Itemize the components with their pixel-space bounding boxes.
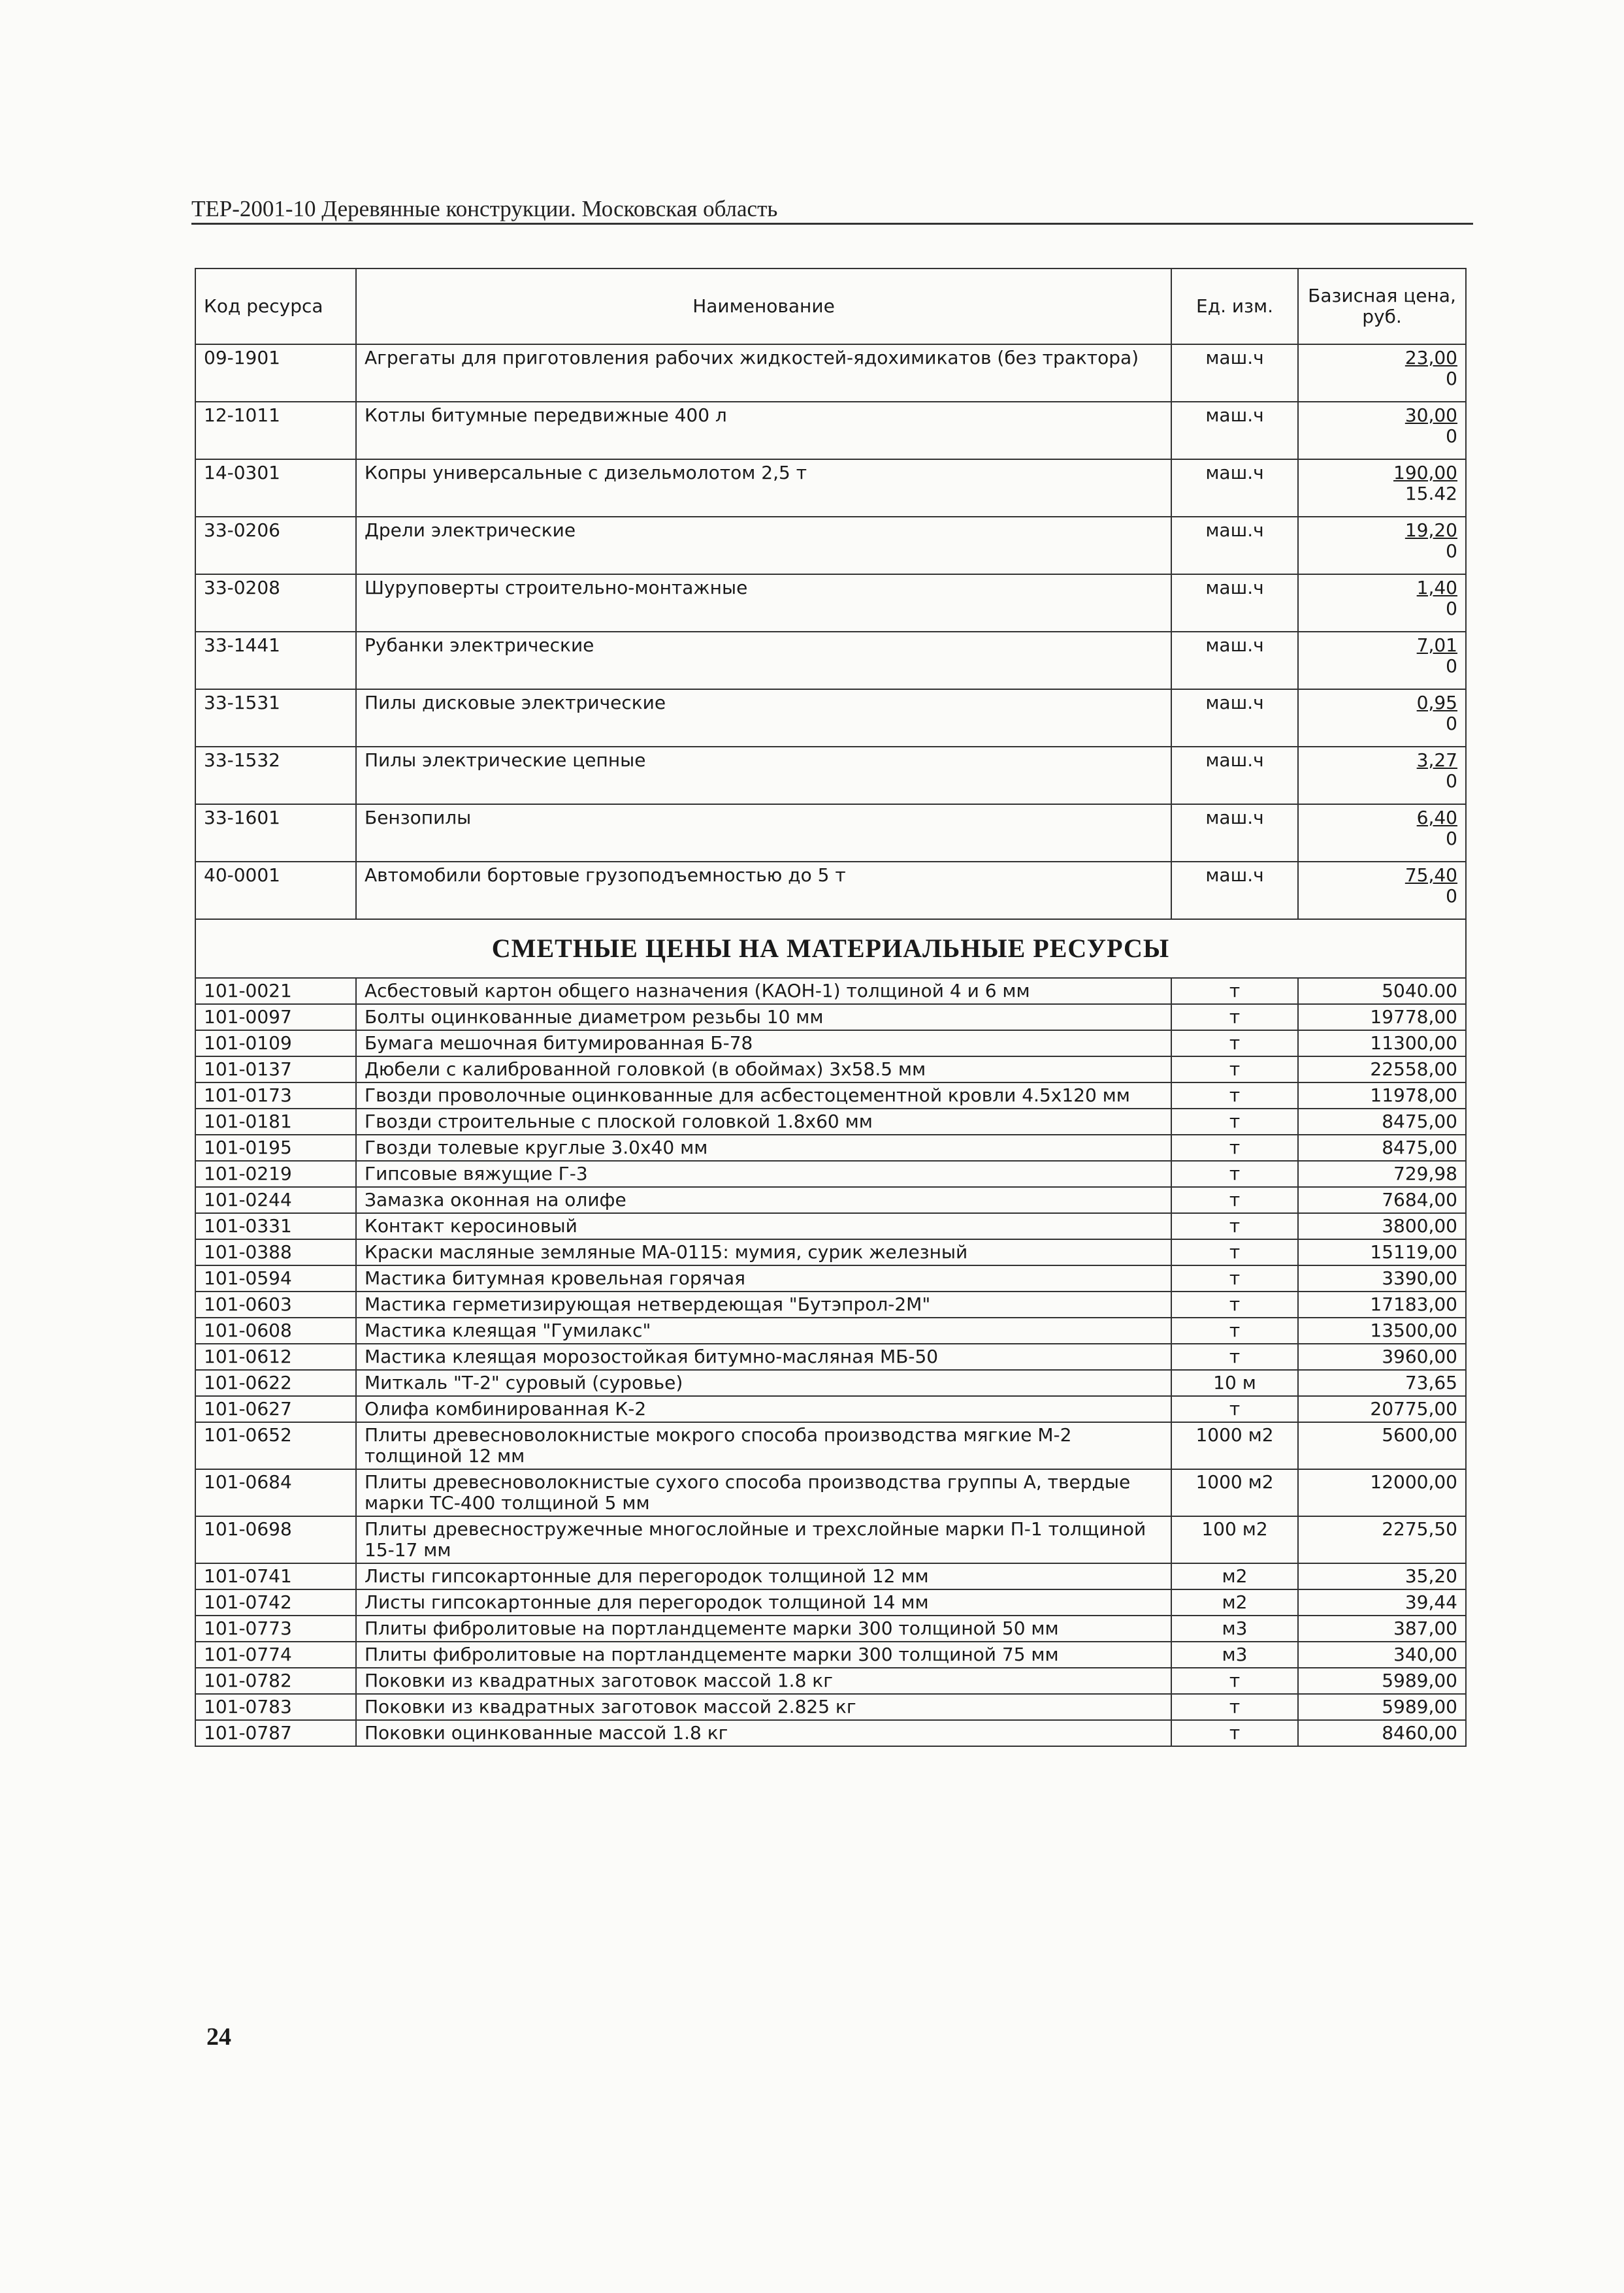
resource-code: 33-1532 [195, 747, 356, 804]
resource-price: 12000,00 [1298, 1469, 1466, 1516]
resource-name: Плиты фибролитовые на портландцементе марки 300 толщиной 75 мм [356, 1642, 1171, 1668]
resource-code: 101-0622 [195, 1370, 356, 1396]
resource-price: 7684,00 [1298, 1187, 1466, 1213]
resource-code: 101-0109 [195, 1030, 356, 1056]
resource-name: Листы гипсокартонные для перегородок толщиной 14 мм [356, 1589, 1171, 1616]
table-header-row [195, 268, 1466, 344]
table-row [195, 1135, 1466, 1161]
header-rule [191, 223, 1473, 225]
table-row [195, 689, 1466, 747]
resource-name: Краски масляные земляные МА-0115: мумия, сурик железный [356, 1239, 1171, 1265]
resource-name: Поковки оцинкованные массой 1.8 кг [356, 1720, 1171, 1746]
resource-price: 340,00 [1298, 1642, 1466, 1668]
table-row [195, 1213, 1466, 1239]
resource-unit: 1000 м2 [1171, 1469, 1298, 1516]
resource-name: Агрегаты для приготовления рабочих жидкостей-ядохимикатов (без трактора) [356, 344, 1171, 402]
resource-price: 35,20 [1298, 1563, 1466, 1589]
resource-code: 101-0787 [195, 1720, 356, 1746]
resource-code: 101-0021 [195, 978, 356, 1004]
resource-unit: т [1171, 1720, 1298, 1746]
resource-price: 11978,00 [1298, 1082, 1466, 1109]
resource-unit: 10 м [1171, 1370, 1298, 1396]
resource-unit: маш.ч [1171, 574, 1298, 632]
table-row [195, 1004, 1466, 1030]
page-header: ТЕР-2001-10 Деревянные конструкции. Московская область [191, 196, 778, 221]
resource-name: Шуруповерты строительно-монтажные [356, 574, 1171, 632]
resource-code: 101-0698 [195, 1516, 356, 1563]
resource-price-cell [1298, 402, 1466, 459]
resource-unit: т [1171, 1030, 1298, 1056]
resource-code: 101-0219 [195, 1161, 356, 1187]
resource-unit: т [1171, 1318, 1298, 1344]
material-rows [195, 978, 1466, 1746]
resource-price-cell [1298, 517, 1466, 574]
resource-unit: м2 [1171, 1589, 1298, 1616]
resource-name: Поковки из квадратных заготовок массой 2.825 кг [356, 1694, 1171, 1720]
section-header-row [195, 919, 1466, 978]
price-table [195, 268, 1467, 1747]
resource-code: 33-0206 [195, 517, 356, 574]
resource-price-cell [1298, 574, 1466, 632]
resource-name: Бумага мешочная битумированная Б-78 [356, 1030, 1171, 1056]
resource-price: 190,00 [1393, 462, 1457, 483]
resource-code: 101-0195 [195, 1135, 356, 1161]
table-row [195, 1292, 1466, 1318]
resource-name: Поковки из квадратных заготовок массой 1.8 кг [356, 1668, 1171, 1694]
resource-code: 09-1901 [195, 344, 356, 402]
resource-unit: т [1171, 978, 1298, 1004]
table-row [195, 978, 1466, 1004]
resource-code: 101-0594 [195, 1265, 356, 1292]
resource-unit: маш.ч [1171, 862, 1298, 919]
resource-price: 22558,00 [1298, 1056, 1466, 1082]
column-header-unit: Ед. изм. [1171, 268, 1298, 344]
resource-code: 33-1601 [195, 804, 356, 862]
resource-price: 15119,00 [1298, 1239, 1466, 1265]
resource-price-secondary: 0 [1446, 828, 1457, 849]
resource-price-secondary: 0 [1446, 425, 1457, 447]
resource-code: 101-0388 [195, 1239, 356, 1265]
resource-price: 13500,00 [1298, 1318, 1466, 1344]
resource-code: 33-1441 [195, 632, 356, 689]
column-header-name: Наименование [356, 268, 1171, 344]
resource-price: 39,44 [1298, 1589, 1466, 1616]
resource-name: Мастика битумная кровельная горячая [356, 1265, 1171, 1292]
resource-name: Асбестовый картон общего назначения (КАОН-1) толщиной 4 и 6 мм [356, 978, 1171, 1004]
resource-price: 20775,00 [1298, 1396, 1466, 1422]
resource-name: Пилы электрические цепные [356, 747, 1171, 804]
table-row [195, 1109, 1466, 1135]
resource-unit: 100 м2 [1171, 1516, 1298, 1563]
resource-code: 101-0684 [195, 1469, 356, 1516]
resource-name: Дрели электрические [356, 517, 1171, 574]
resource-code: 12-1011 [195, 402, 356, 459]
resource-code: 33-1531 [195, 689, 356, 747]
resource-price-secondary: 0 [1446, 713, 1457, 734]
resource-price-cell [1298, 804, 1466, 862]
column-header-price: Базисная цена, руб. [1298, 268, 1466, 344]
resource-unit: 1000 м2 [1171, 1422, 1298, 1469]
resource-unit: т [1171, 1668, 1298, 1694]
resource-price: 5989,00 [1298, 1694, 1466, 1720]
table-row [195, 459, 1466, 517]
resource-code: 101-0097 [195, 1004, 356, 1030]
resource-price-cell [1298, 747, 1466, 804]
resource-name: Гвозди толевые круглые 3.0x40 мм [356, 1135, 1171, 1161]
table-row [195, 1469, 1466, 1516]
resource-price-cell [1298, 459, 1466, 517]
table-row [195, 1563, 1466, 1589]
resource-unit: маш.ч [1171, 459, 1298, 517]
resource-name: Копры универсальные с дизельмолотом 2,5 т [356, 459, 1171, 517]
resource-unit: т [1171, 1265, 1298, 1292]
resource-price: 3390,00 [1298, 1265, 1466, 1292]
resource-name: Гвозди строительные с плоской головкой 1.8x60 мм [356, 1109, 1171, 1135]
table-row [195, 1056, 1466, 1082]
resource-unit: т [1171, 1187, 1298, 1213]
resource-name: Мастика клеящая "Гумилакс" [356, 1318, 1171, 1344]
resource-price: 75,40 [1405, 864, 1457, 886]
table-row [195, 1030, 1466, 1056]
resource-code: 101-0627 [195, 1396, 356, 1422]
resource-price: 387,00 [1298, 1616, 1466, 1642]
resource-price-secondary: 0 [1446, 598, 1457, 619]
table-row [195, 402, 1466, 459]
resource-name: Олифа комбинированная К-2 [356, 1396, 1171, 1422]
table-row [195, 1239, 1466, 1265]
table-row [195, 804, 1466, 862]
resource-price: 5600,00 [1298, 1422, 1466, 1469]
resource-price-cell [1298, 344, 1466, 402]
resource-code: 101-0742 [195, 1589, 356, 1616]
resource-price: 17183,00 [1298, 1292, 1466, 1318]
column-header-code: Код ресурса [195, 268, 356, 344]
resource-price-secondary: 0 [1446, 655, 1457, 677]
resource-unit: т [1171, 1694, 1298, 1720]
resource-price: 6,40 [1416, 807, 1457, 828]
resource-price: 23,00 [1405, 347, 1457, 368]
resource-name: Контакт керосиновый [356, 1213, 1171, 1239]
resource-unit: маш.ч [1171, 632, 1298, 689]
table-row [195, 517, 1466, 574]
resource-price: 3800,00 [1298, 1213, 1466, 1239]
resource-price: 19,20 [1405, 519, 1457, 541]
table-row [195, 574, 1466, 632]
resource-code: 101-0331 [195, 1213, 356, 1239]
machine-rows [195, 344, 1466, 919]
table-row [195, 1720, 1466, 1746]
resource-unit: т [1171, 1004, 1298, 1030]
resource-name: Пилы дисковые электрические [356, 689, 1171, 747]
resource-price: 3960,00 [1298, 1344, 1466, 1370]
resource-code: 101-0741 [195, 1563, 356, 1589]
table-row [195, 1370, 1466, 1396]
table-row [195, 1187, 1466, 1213]
resource-code: 101-0137 [195, 1056, 356, 1082]
resource-unit: т [1171, 1056, 1298, 1082]
resource-price: 7,01 [1416, 634, 1457, 656]
resource-name: Дюбели с калиброванной головкой (в обоймах) 3x58.5 мм [356, 1056, 1171, 1082]
resource-price: 729,98 [1298, 1161, 1466, 1187]
resource-price: 11300,00 [1298, 1030, 1466, 1056]
section-title: СМЕТНЫЕ ЦЕНЫ НА МАТЕРИАЛЬНЫЕ РЕСУРСЫ [195, 919, 1466, 978]
resource-price: 73,65 [1298, 1370, 1466, 1396]
resource-unit: т [1171, 1082, 1298, 1109]
resource-code: 33-0208 [195, 574, 356, 632]
resource-name: Плиты древесноволокнистые мокрого способа производства мягкие М-2 толщиной 12 мм [356, 1422, 1171, 1469]
resource-price-secondary: 0 [1446, 368, 1457, 389]
resource-name: Автомобили бортовые грузоподъемностью до 5 т [356, 862, 1171, 919]
resource-name: Листы гипсокартонные для перегородок толщиной 12 мм [356, 1563, 1171, 1589]
resource-code: 101-0782 [195, 1668, 356, 1694]
resource-code: 101-0783 [195, 1694, 356, 1720]
resource-price-cell [1298, 862, 1466, 919]
resource-unit: м3 [1171, 1616, 1298, 1642]
resource-unit: т [1171, 1213, 1298, 1239]
resource-code: 101-0181 [195, 1109, 356, 1135]
resource-price: 8460,00 [1298, 1720, 1466, 1746]
resource-name: Замазка оконная на олифе [356, 1187, 1171, 1213]
table-row [195, 1616, 1466, 1642]
resource-unit: маш.ч [1171, 804, 1298, 862]
resource-price: 2275,50 [1298, 1516, 1466, 1563]
table-row [195, 1396, 1466, 1422]
resource-code: 101-0612 [195, 1344, 356, 1370]
table-row [195, 1516, 1466, 1563]
table-row [195, 1668, 1466, 1694]
resource-code: 101-0608 [195, 1318, 356, 1344]
table-row [195, 1265, 1466, 1292]
table-row [195, 1694, 1466, 1720]
table-row [195, 1161, 1466, 1187]
resource-code: 14-0301 [195, 459, 356, 517]
table-row [195, 1082, 1466, 1109]
resource-unit: м2 [1171, 1563, 1298, 1589]
resource-unit: т [1171, 1109, 1298, 1135]
table-row [195, 1344, 1466, 1370]
resource-code: 101-0652 [195, 1422, 356, 1469]
table-row [195, 632, 1466, 689]
table-row [195, 862, 1466, 919]
resource-unit: т [1171, 1396, 1298, 1422]
resource-unit: маш.ч [1171, 517, 1298, 574]
resource-name: Плиты древесноволокнистые сухого способа производства группы А, твердые марки ТС-400 толщиной 5 мм [356, 1469, 1171, 1516]
resource-name: Миткаль "Т-2" суровый (суровье) [356, 1370, 1171, 1396]
page-number: 24 [206, 2023, 231, 2051]
resource-code: 101-0774 [195, 1642, 356, 1668]
table-row [195, 1589, 1466, 1616]
resource-price: 8475,00 [1298, 1135, 1466, 1161]
resource-name: Болты оцинкованные диаметром резьбы 10 мм [356, 1004, 1171, 1030]
table-row [195, 1422, 1466, 1469]
resource-code: 101-0173 [195, 1082, 356, 1109]
resource-name: Плиты фибролитовые на портландцементе марки 300 толщиной 50 мм [356, 1616, 1171, 1642]
resource-price: 1,40 [1416, 577, 1457, 598]
table-row [195, 1642, 1466, 1668]
resource-price: 30,00 [1405, 404, 1457, 426]
resource-price-secondary: 0 [1446, 770, 1457, 792]
resource-name: Рубанки электрические [356, 632, 1171, 689]
resource-unit: т [1171, 1239, 1298, 1265]
resource-unit: маш.ч [1171, 402, 1298, 459]
resource-unit: т [1171, 1344, 1298, 1370]
resource-price-secondary: 0 [1446, 885, 1457, 907]
resource-name: Мастика клеящая морозостойкая битумно-масляная МБ-50 [356, 1344, 1171, 1370]
resource-code: 101-0773 [195, 1616, 356, 1642]
resource-name: Плиты древесностружечные многослойные и трехслойные марки П-1 толщиной 15-17 мм [356, 1516, 1171, 1563]
resource-code: 40-0001 [195, 862, 356, 919]
resource-unit: т [1171, 1292, 1298, 1318]
resource-price: 19778,00 [1298, 1004, 1466, 1030]
resource-price: 5989,00 [1298, 1668, 1466, 1694]
resource-code: 101-0244 [195, 1187, 356, 1213]
price-table-container [195, 268, 1465, 1747]
resource-unit: т [1171, 1135, 1298, 1161]
resource-name: Котлы битумные передвижные 400 л [356, 402, 1171, 459]
resource-price: 0,95 [1416, 692, 1457, 713]
resource-unit: маш.ч [1171, 747, 1298, 804]
resource-unit: маш.ч [1171, 689, 1298, 747]
table-row [195, 747, 1466, 804]
resource-unit: м3 [1171, 1642, 1298, 1668]
resource-unit: т [1171, 1161, 1298, 1187]
resource-price: 3,27 [1416, 749, 1457, 771]
resource-name: Мастика герметизирующая нетвердеющая "Бутэпрол-2М" [356, 1292, 1171, 1318]
resource-price: 8475,00 [1298, 1109, 1466, 1135]
resource-price-secondary: 15.42 [1405, 483, 1457, 504]
resource-code: 101-0603 [195, 1292, 356, 1318]
resource-price: 5040.00 [1298, 978, 1466, 1004]
table-row [195, 344, 1466, 402]
resource-name: Гвозди проволочные оцинкованные для асбестоцементной кровли 4.5x120 мм [356, 1082, 1171, 1109]
resource-price-cell [1298, 632, 1466, 689]
resource-unit: маш.ч [1171, 344, 1298, 402]
resource-name: Бензопилы [356, 804, 1171, 862]
resource-name: Гипсовые вяжущие Г-3 [356, 1161, 1171, 1187]
resource-price-cell [1298, 689, 1466, 747]
resource-price-secondary: 0 [1446, 540, 1457, 562]
table-row [195, 1318, 1466, 1344]
